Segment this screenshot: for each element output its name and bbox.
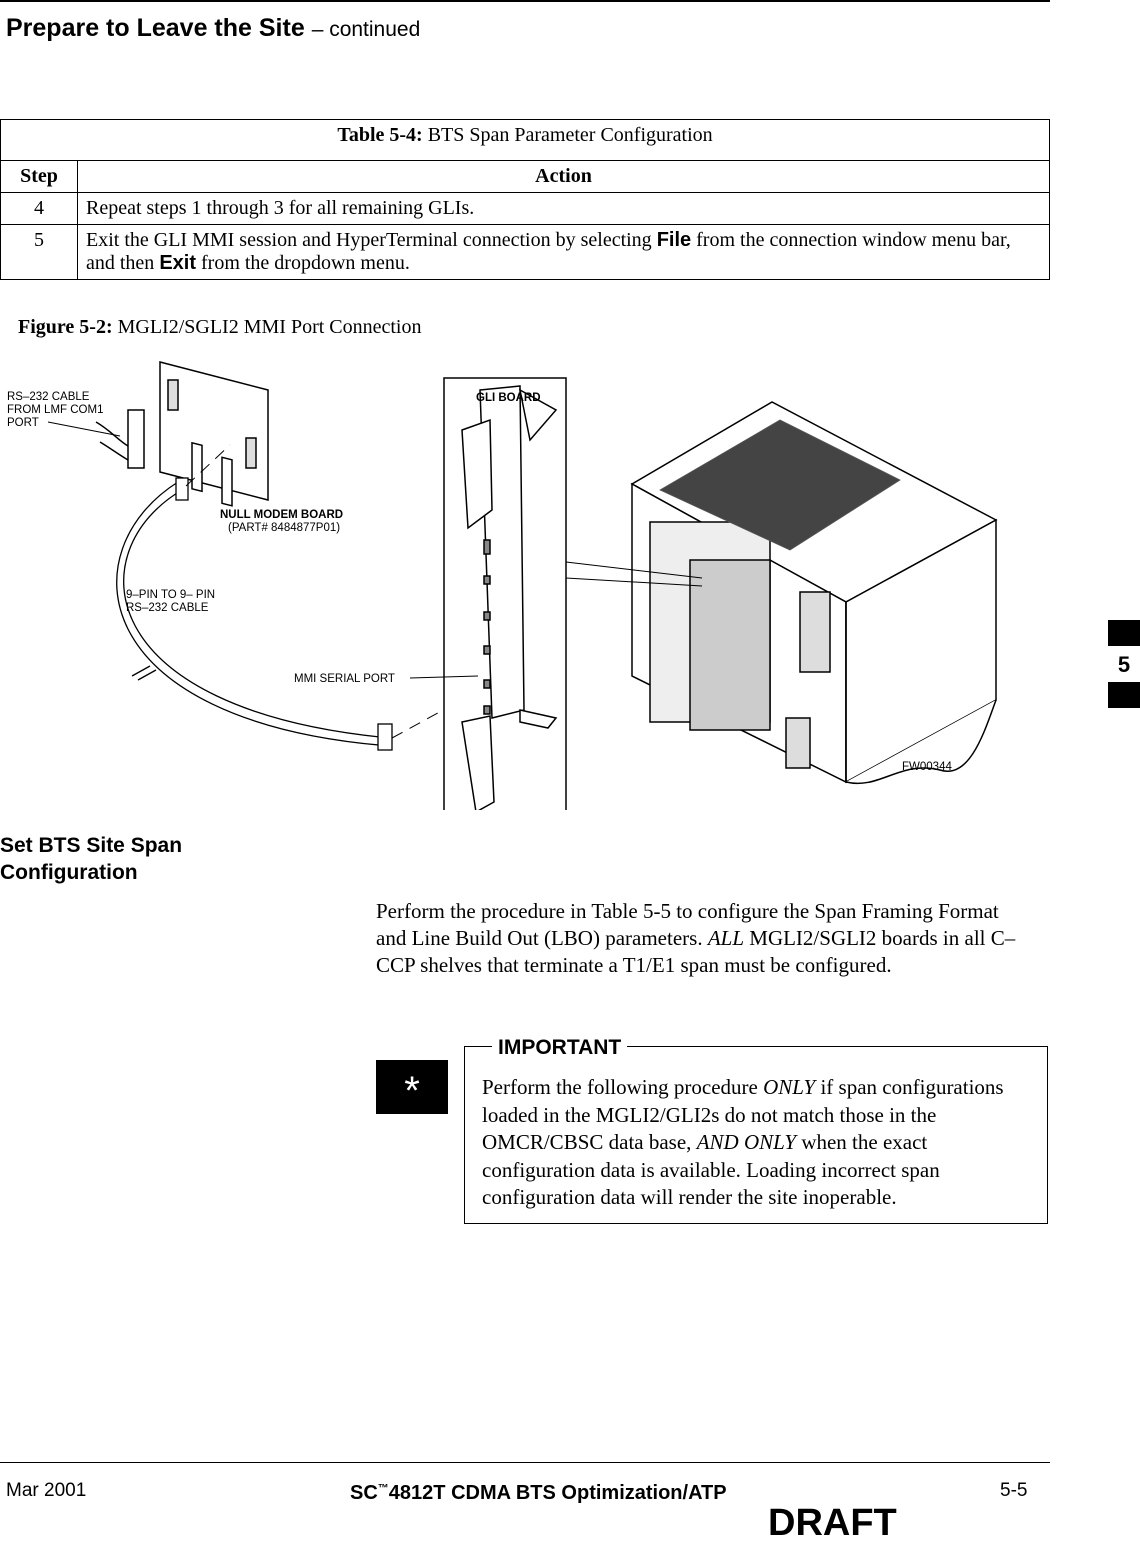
- step-action: Repeat steps 1 through 3 for all remaining GLIs.: [78, 193, 1050, 225]
- exit-keyword: Exit: [159, 252, 196, 274]
- mmi-serial-port-label: MMI SERIAL PORT: [294, 673, 395, 685]
- footer-product-prefix: SC: [350, 1482, 378, 1504]
- table-caption-label: Table 5-4:: [337, 124, 423, 146]
- footer-rule: [0, 1462, 1050, 1463]
- table-caption-text: BTS Span Parameter Configuration: [427, 124, 713, 146]
- rs232-leader: [48, 422, 120, 436]
- null-modem-label-line1: NULL MODEM BOARD: [220, 509, 344, 521]
- rs232-cable-connector: [96, 410, 144, 468]
- table-row: [1, 225, 1050, 280]
- footer-product-title: [350, 1482, 727, 1505]
- step-action: [78, 225, 1050, 280]
- action-text: from the connection window menu bar, and then: [86, 229, 1011, 274]
- page-title-continued: – continued: [311, 18, 421, 41]
- footer-page-number: 5-5: [1000, 1480, 1028, 1501]
- step-number: 5: [1, 225, 78, 280]
- footer-date: Mar 2001: [6, 1480, 87, 1501]
- span-parameter-table: [0, 119, 1050, 280]
- trademark-symbol: ™: [377, 1482, 389, 1495]
- asterisk-icon: *: [376, 1060, 448, 1114]
- rs232-label-line2: FROM LMF COM1: [7, 404, 104, 416]
- important-label: IMPORTANT: [492, 1036, 627, 1060]
- important-text-part: if span configurations loaded in the MGLI2/GLI2s do not match those in the OMCR/CBSC data base,: [482, 1075, 1004, 1154]
- pin-cable-label-line2: RS–232 CABLE: [126, 602, 209, 614]
- section-heading-line2: Configuration: [0, 861, 138, 884]
- null-modem-label-line2: (PART# 8484877P01): [228, 522, 341, 534]
- important-emphasis: AND ONLY: [696, 1130, 797, 1154]
- page-title: [6, 14, 420, 43]
- figure-id-label: FW00344: [902, 761, 952, 773]
- footer-product-name: 4812T CDMA BTS Optimization/ATP: [388, 1482, 727, 1504]
- draft-watermark: DRAFT: [768, 1502, 897, 1544]
- mmi-port-connection-diagram: [0, 350, 1010, 810]
- chapter-tab-number: 5: [1117, 652, 1131, 677]
- table-row: [1, 193, 1050, 225]
- important-text: [482, 1074, 1038, 1212]
- action-text: from the dropdown menu.: [201, 252, 410, 274]
- chapter-tab-block: [1108, 682, 1140, 708]
- table-caption: [1, 120, 1050, 161]
- header-rule: [0, 0, 1050, 2]
- important-text-part: Perform the following procedure: [482, 1075, 758, 1099]
- rs232-label-line3: PORT: [7, 417, 39, 429]
- action-text: Exit the GLI MMI session and HyperTerminal connection by selecting: [86, 229, 652, 251]
- chapter-tab-block: [1108, 620, 1140, 646]
- intro-text: Perform the procedure in Table 5-5 to configure the Span Framing Format and Line Build Out (LBO) parameters.: [376, 899, 999, 950]
- gli-board-label: GLI BOARD: [476, 392, 541, 404]
- figure-caption-label: Figure 5-2:: [18, 316, 113, 338]
- important-text-part: when the exact configuration data is available. Loading incorrect span configuration data will render the site inoperable.: [482, 1130, 940, 1209]
- figure-caption: [18, 316, 422, 339]
- intro-emphasis: ALL: [707, 926, 745, 950]
- section-heading-line1: Set BTS Site Span: [0, 834, 183, 857]
- important-emphasis: ONLY: [763, 1075, 816, 1099]
- intro-text: MGLI2/SGLI2 boards in all C–CCP shelves that terminate a T1/E1 span must be configured.: [376, 926, 1016, 977]
- file-keyword: File: [656, 229, 692, 251]
- column-header-step: Step: [1, 161, 78, 193]
- pin-cable-label-line1: 9–PIN TO 9– PIN: [126, 589, 216, 601]
- step-number: 4: [1, 193, 78, 225]
- column-header-action: Action: [78, 161, 1050, 193]
- page-title-text: Prepare to Leave the Site: [6, 14, 305, 42]
- rs232-label-line1: RS–232 CABLE: [7, 391, 90, 403]
- section-heading: [0, 832, 182, 886]
- figure-caption-text: MGLI2/SGLI2 MMI Port Connection: [117, 316, 422, 338]
- section-intro: [376, 898, 1016, 979]
- gli-board: [444, 378, 566, 810]
